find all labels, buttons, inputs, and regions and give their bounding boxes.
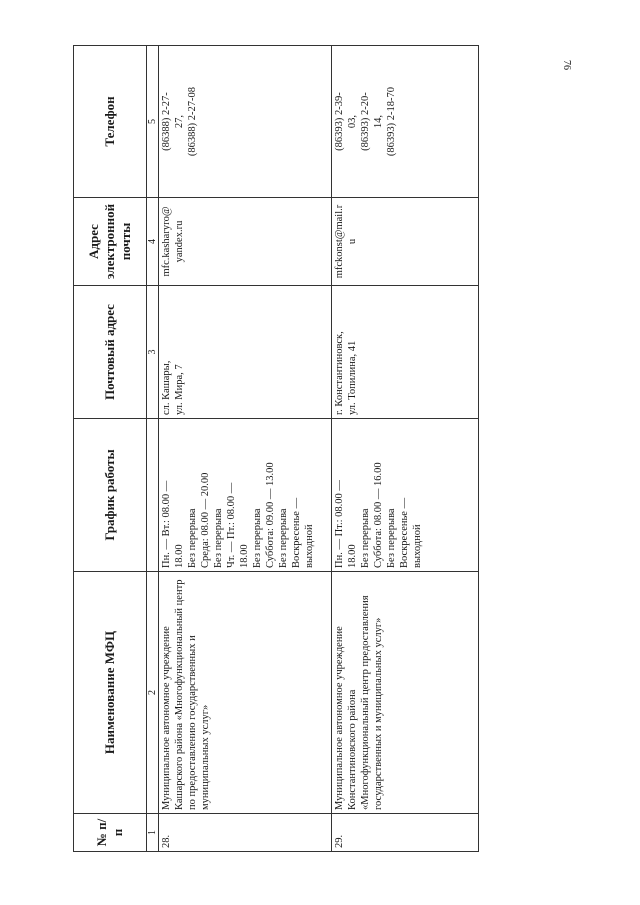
column-number-empty xyxy=(147,419,159,572)
email-address: mfc.kasharyro@ yandex.ru xyxy=(159,198,332,286)
mfc-name: Муниципальное автономное учреждение Кашарского района «Многофункциональный центр по предоставлению государственных и муниципальных услуг» xyxy=(159,572,332,814)
rotated-page-content xyxy=(73,46,423,852)
header-schedule: График работы xyxy=(74,419,147,572)
column-number: 4 xyxy=(147,198,159,286)
mfc-name: Муниципальное автономное учреждение Константиновского района «Многофункциональный центр предоставления государственных и муниципальных услуг» xyxy=(332,572,479,814)
column-number: 1 xyxy=(147,814,159,852)
column-number: 3 xyxy=(147,286,159,419)
table-row xyxy=(332,46,479,852)
phone-numbers: (86388) 2-27- 27, (86388) 2-27-08 xyxy=(159,46,332,198)
work-schedule: Пн. — Вт.: 08.00 — 18.00 Без перерыва Среда: 08.00 — 20.00 Без перерыва Чт. — Пт.: 08.00 — 18.00 Без перерыва Суббота: 09.00 — 13.00 Без перерыва Воскресенье — выходной xyxy=(159,419,332,572)
phone-numbers: (86393) 2-39- 03, (86393) 2-20- 14, (86393) 2-18-70 xyxy=(332,46,479,198)
header-phone: Телефон xyxy=(74,46,147,198)
column-number: 2 xyxy=(147,572,159,814)
table-row xyxy=(159,46,332,852)
header-num: № п/п xyxy=(74,814,147,852)
column-number-row xyxy=(147,46,159,852)
header-address: Почтовый адрес xyxy=(74,286,147,419)
header-row xyxy=(74,46,147,852)
page-number: 76 xyxy=(561,60,572,70)
column-number: 5 xyxy=(147,46,159,198)
postal-address: сл. Кашары, ул. Мира, 7 xyxy=(159,286,332,419)
mfc-table xyxy=(73,45,479,852)
row-number: 29. xyxy=(332,814,479,852)
postal-address: г. Константиновск, ул. Топилина, 41 xyxy=(332,286,479,419)
row-number: 28. xyxy=(159,814,332,852)
email-address: mfckonst@mail.r u xyxy=(332,198,479,286)
work-schedule: Пн. — Пт.: 08.00 — 18.00 Без перерыва Суббота: 08.00 — 16.00 Без перерыва Воскресенье — выходной xyxy=(332,419,479,572)
header-email: Адрес электронной почты xyxy=(74,198,147,286)
header-name: Наименование МФЦ xyxy=(74,572,147,814)
